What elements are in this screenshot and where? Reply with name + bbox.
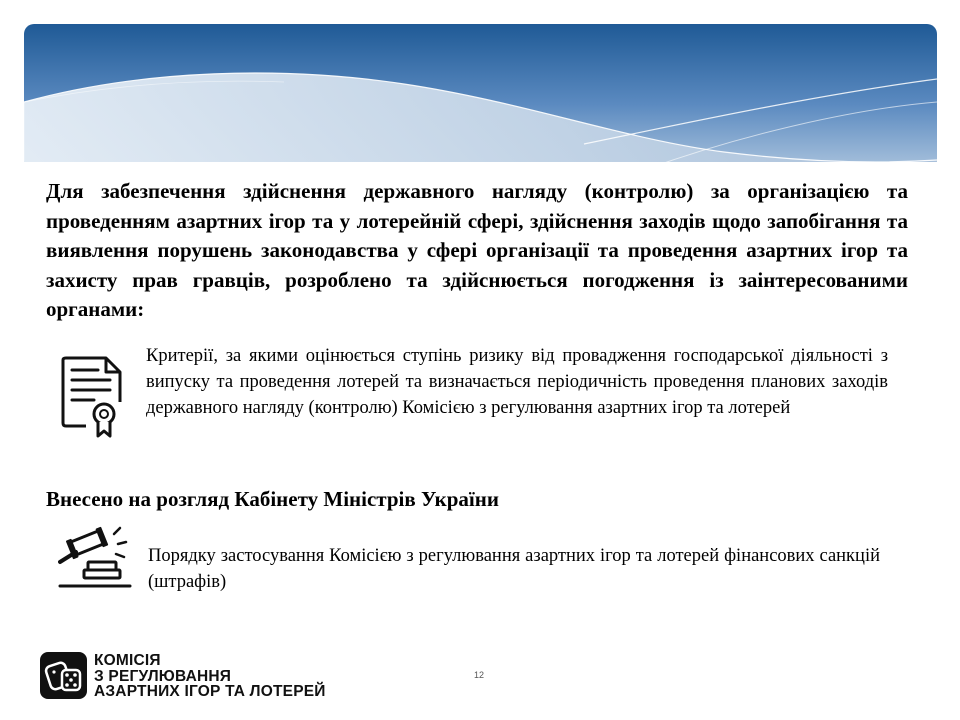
section-heading: Внесено на розгляд Кабінету Міністрів України [46, 487, 499, 511]
header-wave-banner [24, 24, 937, 170]
logo-line-1: КОМІСІЯ [94, 652, 161, 669]
logo-wordmark [94, 653, 326, 700]
gavel-icon [58, 526, 132, 590]
list-item-sanctions-procedure: Порядку застосування Комісією з регулювання азартних ігор та лотерей фінансових санкцій (штрафів) [148, 546, 880, 592]
list-item-risk-criteria: Критерії, за якими оцінюється ступінь ризику від провадження господарської діяльності з випуску та проведення лотерей та визначається періодичність проведення планових заходів державного нагляду (контролю) Комісією з регулювання азартних ігор та лотерей [146, 346, 888, 418]
logo-line-3: АЗАРТНИХ ІГОР ТА ЛОТЕРЕЙ [94, 683, 326, 700]
dice-logo-icon [40, 652, 87, 699]
certificate-document-icon [60, 356, 126, 438]
page-number: 12 [474, 670, 485, 680]
intro-paragraph: Для забезпечення здійснення державного нагляду (контролю) за організацією та проведенням азартних ігор та у лотерейній сфері, здійснення заходів щодо запобігання та виявлення порушень законодавства у сфері організації та проведення азартних ігор та захисту прав гравців, розроблено та здійснюється погодження із заінтересованими органами: [46, 179, 908, 321]
logo-line-2: З РЕГУЛЮВАННЯ [94, 667, 232, 685]
commission-logo [40, 652, 340, 700]
